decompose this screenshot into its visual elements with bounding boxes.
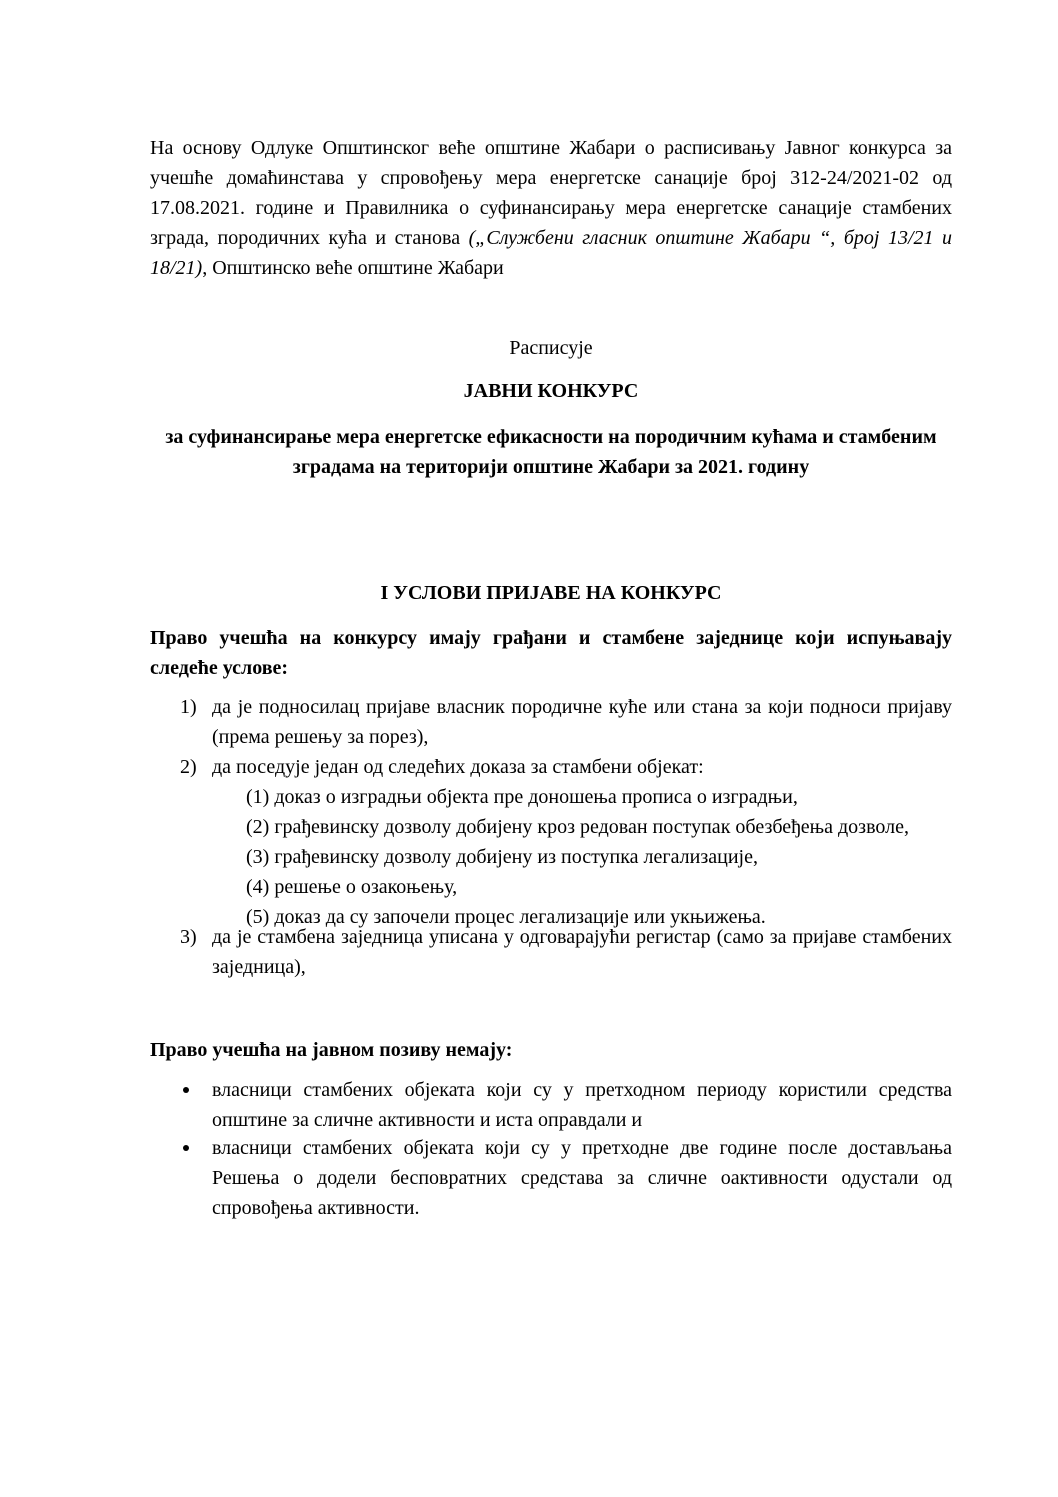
condition-text: да је подносилац пријаве власник породичне куће или стана за који подноси пријаву (према решењу за порез),	[212, 696, 952, 748]
condition-number: 1)	[180, 696, 197, 718]
ineligible-item	[150, 1133, 952, 1223]
proof-item: (2) грађевинску дозволу добијену кроз редован поступак обезбеђења дозволе,	[246, 816, 909, 838]
proof-item: (4) решење о озакоњењу,	[246, 876, 458, 898]
condition-item	[150, 922, 952, 982]
announces-line: Расписује	[509, 337, 593, 359]
document-subtitle: за суфинансирање мера енергетске ефикасности на породичним кућама и стамбеним зградама на територији општине Жабари за 2021. годину	[165, 426, 937, 478]
proof-item: (1) доказ о изградњи објекта пре доношења прописа о изградњи,	[246, 786, 798, 808]
condition-item	[150, 752, 952, 782]
document-title: ЈАВНИ КОНКУРС	[463, 380, 639, 402]
condition-number: 3)	[180, 926, 197, 948]
bullet-icon	[183, 1145, 189, 1151]
ineligible-text: власници стамбених објеката који су у претходне две године после достављања Решења о додели бесповратних средстава за сличне оактивности одустали од спровођења активности.	[212, 1137, 952, 1219]
condition-item	[150, 692, 952, 752]
proof-item: (3) грађевинску дозволу добијену из поступка легализације,	[246, 846, 758, 868]
intro-paragraph	[150, 133, 952, 283]
intro-text-end: , Општинско веће општине Жабари	[202, 257, 504, 279]
condition-text: да поседује један од следећих доказа за стамбени објекат:	[212, 756, 704, 778]
proof-item: (5) доказ да су започели процес легализације или укњижења.	[246, 906, 766, 928]
condition-number: 2)	[180, 756, 197, 778]
eligible-heading: Право учешћа на конкурсу имају грађани и стамбене заједнице који испуњавају следеће услове:	[150, 627, 952, 679]
intro-text: На основу Одлуке Општинског веће општине Жабари о расписивању Јавног конкурса за учешће домаћинстава у спровођењу мера енергетске санације број 312-24/2021-02 од 17.08.2021. године и Правилника о суфинансирању мера енергетске санације стамбених зграда, породичних кућа и станова	[150, 137, 952, 249]
section-heading: I УСЛОВИ ПРИЈАВЕ НА КОНКУРС	[380, 582, 722, 604]
condition-text: да је стамбена заједница уписана у одговарајући регистар (само за пријаве стамбених заједница),	[212, 926, 952, 978]
bullet-icon	[183, 1087, 189, 1093]
ineligible-heading: Право учешћа на јавном позиву немају:	[150, 1039, 513, 1061]
ineligible-item	[150, 1075, 952, 1135]
ineligible-text: власници стамбених објеката који су у претходном периоду користили средства општине за сличне активности и иста оправдали и	[212, 1079, 952, 1131]
intro-citation: („Службени гласник општине Жабари “, број 13/21 и 18/21)	[150, 227, 953, 279]
